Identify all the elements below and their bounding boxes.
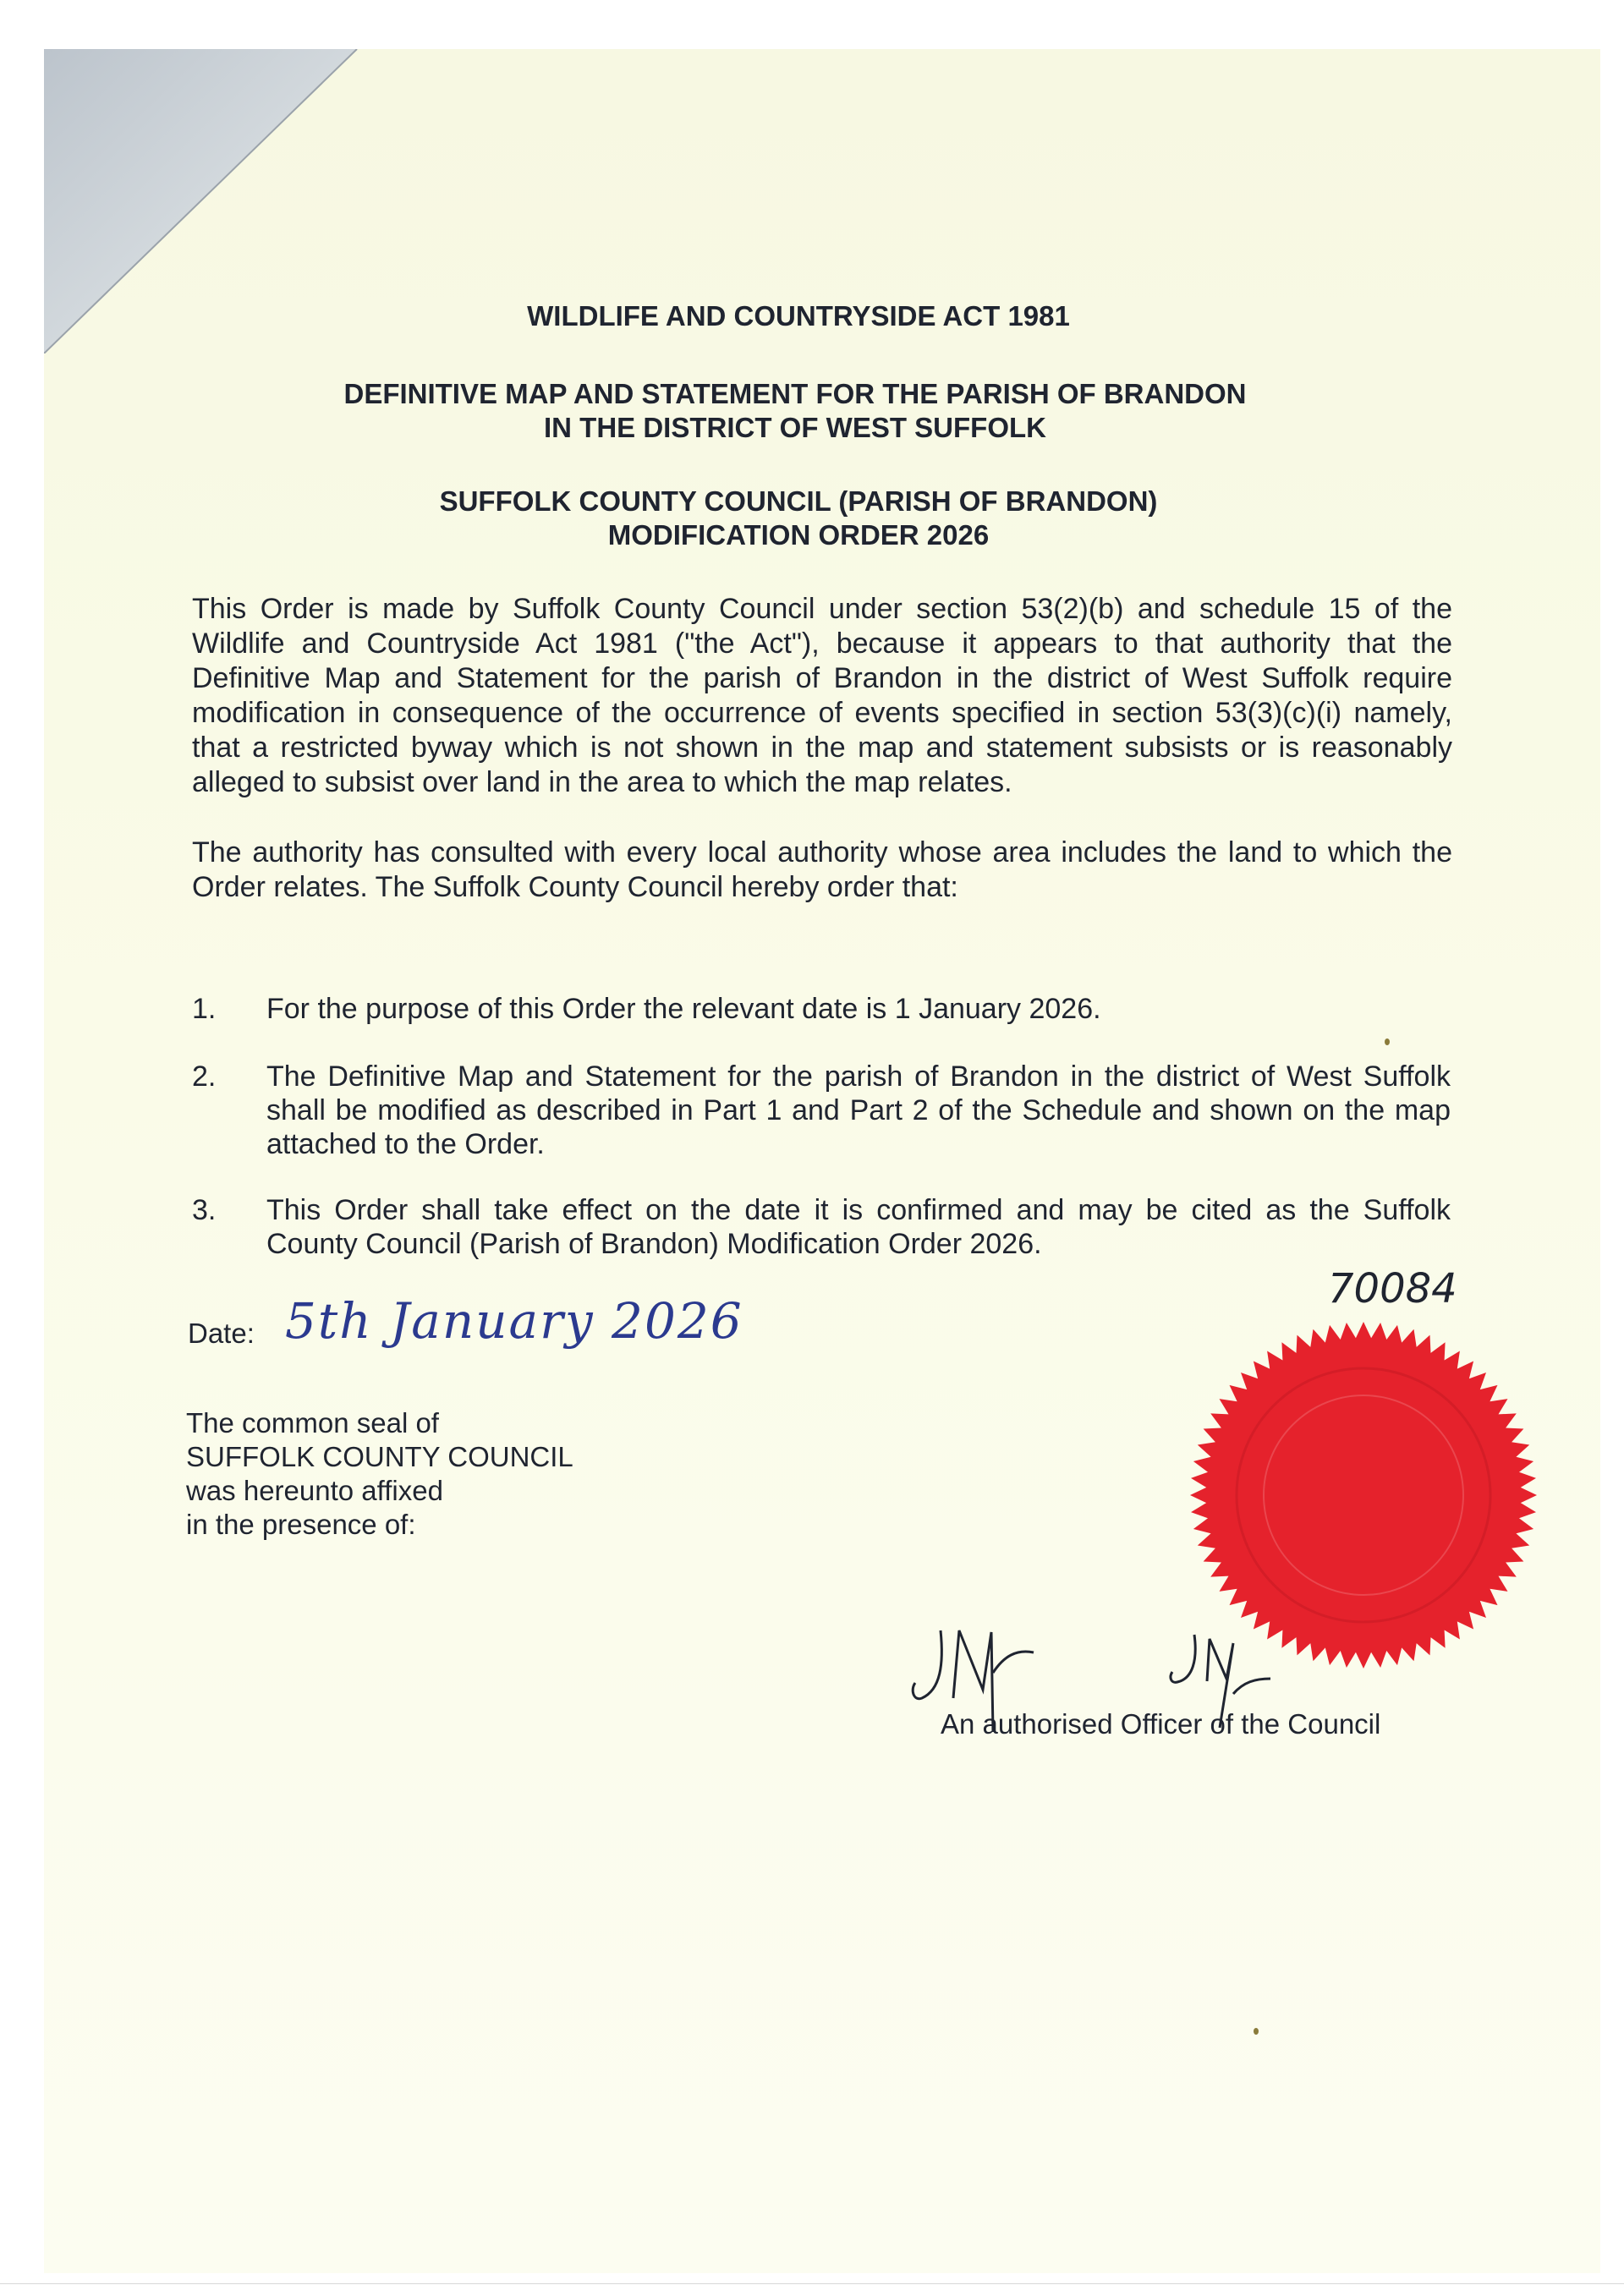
item-text: For the purpose of this Order the relevant date is 1 January 2026. (266, 993, 1101, 1025)
order-title-line2: MODIFICATION ORDER 2026 (607, 519, 990, 551)
order-title (44, 485, 1577, 552)
item-number: 2. (192, 1060, 217, 1093)
seal-statement-line: SUFFOLK COUNTY COUNCIL (186, 1441, 573, 1472)
item-text: This Order shall take effect on the date it is confirmed and may be cited as the Suffolk County Council (Parish of Brandon) Modification Order 2026. (266, 1194, 1451, 1260)
map-title (44, 377, 1573, 445)
handwritten-reference-number: 70084 (1328, 1265, 1457, 1312)
intro-paragraph: This Order is made by Suffolk County Council under section 53(2)(b) and schedule 15 of the Wildlife and Countryside Act 1981 ("the Act"), because it appears to that authority that the Definitive Map and Statement for the parish of Brandon in the district of West Suffolk require modification in consequence of the occurrence of events specified in section 53(3)(c)(i) namely, that a restricted byway which is not shown in the map and statement subsists or is reasonably alleged to subsist over land in the area to which the map relates. (192, 593, 1452, 798)
act-title: WILDLIFE AND COUNTRYSIDE ACT 1981 (527, 300, 1070, 332)
scan-speck (1254, 2028, 1259, 2035)
date-label: Date: (188, 1318, 255, 1349)
officer-caption: An authorised Officer of the Council (941, 1708, 1381, 1740)
item-number: 3. (192, 1194, 217, 1226)
order-title-line1: SUFFOLK COUNTY COUNCIL (PARISH OF BRANDON) (439, 485, 1158, 517)
document-page (44, 49, 1600, 2273)
seal-statement (186, 1406, 573, 1542)
signature-officer (1160, 1601, 1287, 1770)
item-number: 1. (192, 993, 217, 1025)
handwritten-date: 5th January 2026 (285, 1292, 743, 1350)
scan-speck (1385, 1038, 1390, 1045)
item-text: The Definitive Map and Statement for the parish of Brandon in the district of West Suffolk shall be modified as described in Part 1 and Part 2 of the Schedule and shown on the map attached to the Order. (266, 1060, 1451, 1160)
seal-statement-line: The common seal of (186, 1407, 439, 1438)
seal-statement-line: in the presence of: (186, 1509, 416, 1540)
seal-statement-line: was hereunto affixed (186, 1475, 443, 1506)
page-edge-line (0, 2283, 1624, 2284)
consultation-paragraph: The authority has consulted with every local authority whose area includes the land to which the Order relates. The Suffolk County Council hereby order that: (192, 836, 1452, 903)
map-title-line2: IN THE DISTRICT OF WEST SUFFOLK (544, 412, 1046, 443)
map-title-line1: DEFINITIVE MAP AND STATEMENT FOR THE PARISH OF BRANDON (343, 378, 1247, 409)
